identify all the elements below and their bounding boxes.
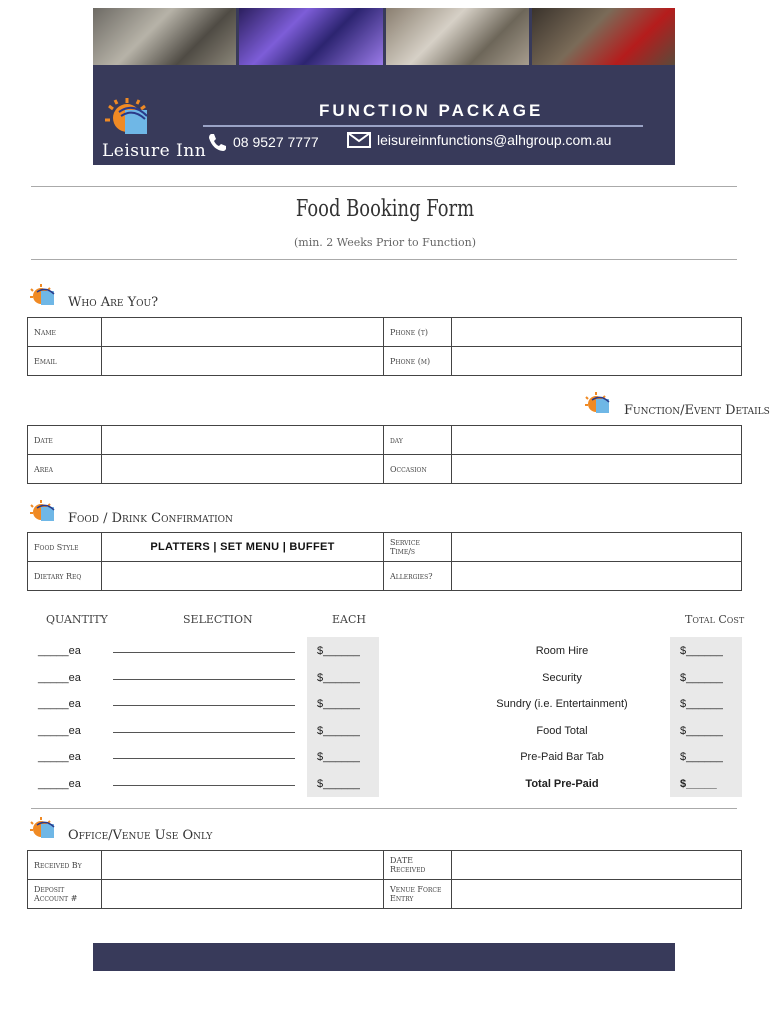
header-banner: [93, 8, 675, 165]
phone-m-field[interactable]: [452, 347, 742, 376]
cost-label: Pre-Paid Bar Tab: [520, 751, 604, 763]
selection-line[interactable]: [113, 732, 295, 733]
cost-label: Sundry (i.e. Entertainment): [496, 698, 628, 710]
title-underline: [203, 125, 643, 127]
venue-photo-outdoor: [93, 8, 236, 65]
area-field[interactable]: [102, 455, 384, 484]
food-table: [27, 532, 742, 591]
service-time-field[interactable]: [452, 533, 742, 562]
name-field[interactable]: [102, 318, 384, 347]
selection-line[interactable]: [113, 705, 295, 706]
package-title: FUNCTION PACKAGE: [319, 101, 544, 120]
venue-force-field[interactable]: [452, 880, 742, 909]
received-by-field[interactable]: [102, 851, 384, 880]
each-price-field[interactable]: $______: [307, 664, 379, 691]
cost-value-field[interactable]: $______: [670, 664, 742, 691]
divider: [31, 186, 737, 187]
allergies-label: Allergies?: [384, 562, 452, 591]
logo-text: Leisure Inn: [102, 141, 207, 161]
total-prepaid-field[interactable]: $_____: [670, 770, 742, 797]
dietary-field[interactable]: [102, 562, 384, 591]
received-by-label: Received By: [28, 851, 102, 880]
section-title-food: Food / Drink Confirmation: [68, 511, 233, 526]
contact-email: [347, 132, 611, 148]
venue-photo-terrace: [386, 8, 529, 65]
email-address[interactable]: leisureinnfunctions@alhgroup.com.au: [377, 132, 612, 148]
cost-value-field[interactable]: $______: [670, 743, 742, 770]
sun-section-icon: [30, 284, 56, 308]
selection-line[interactable]: [113, 758, 295, 759]
form-title: Food Booking Form: [295, 196, 475, 222]
phone-icon: [207, 132, 227, 152]
dietary-label: Dietary Req: [28, 562, 102, 591]
sun-section-icon: [30, 817, 56, 841]
venue-photo-strip: [93, 8, 675, 65]
quantity-field[interactable]: _____ea: [38, 645, 81, 657]
footer-bar: [93, 943, 675, 971]
venue-photo-bar-purple: [239, 8, 382, 65]
email-field[interactable]: [102, 347, 384, 376]
quantity-field[interactable]: _____ea: [38, 751, 81, 763]
leisure-inn-logo: [99, 96, 207, 161]
sun-logo-icon: [99, 96, 159, 142]
contact-phone: [207, 132, 319, 152]
selection-header: SELECTION: [183, 613, 253, 626]
quantity-field[interactable]: _____ea: [38, 725, 81, 737]
selection-line[interactable]: [113, 679, 295, 680]
form-subtitle: (min. 2 Weeks Prior to Function): [293, 236, 477, 249]
venue-force-label: Venue Force Entry: [384, 880, 452, 909]
phone-t-field[interactable]: [452, 318, 742, 347]
section-title-who: Who Are You?: [68, 295, 159, 310]
deposit-account-field[interactable]: [102, 880, 384, 909]
phone-m-label: Phone (m): [384, 347, 452, 376]
each-price-field[interactable]: $______: [307, 770, 379, 797]
cost-value-field[interactable]: $______: [670, 717, 742, 744]
service-time-label: Service Time/s: [384, 533, 452, 562]
each-price-field[interactable]: $______: [307, 637, 379, 664]
quantity-header: QUANTITY: [46, 613, 108, 626]
date-received-label: DATE Received: [384, 851, 452, 880]
cost-value-field[interactable]: $______: [670, 637, 742, 664]
food-style-label: Food Style: [28, 533, 102, 562]
date-received-field[interactable]: [452, 851, 742, 880]
cost-label: Room Hire: [535, 645, 589, 657]
cost-label: Food Total: [536, 725, 588, 737]
contact-table: [27, 317, 742, 376]
day-label: day: [384, 426, 452, 455]
deposit-account-label: Deposit Account #: [28, 880, 102, 909]
phone-number: 08 9527 7777: [233, 134, 319, 150]
each-header: EACH: [332, 613, 366, 626]
order-row: [0, 717, 770, 745]
allergies-field[interactable]: [452, 562, 742, 591]
section-title-office: Office/Venue Use Only: [68, 828, 213, 843]
phone-t-label: Phone (t): [384, 318, 452, 347]
quantity-field[interactable]: _____ea: [38, 698, 81, 710]
order-row: [0, 743, 770, 771]
section-title-event: Function/Event Details: [624, 403, 770, 418]
order-row: [0, 690, 770, 718]
divider: [31, 808, 737, 809]
date-label: Date: [28, 426, 102, 455]
sun-section-icon: [585, 392, 611, 416]
total-cost-header: Total Cost: [685, 613, 745, 626]
cost-label: Security: [542, 672, 582, 684]
name-label: Name: [28, 318, 102, 347]
occasion-field[interactable]: [452, 455, 742, 484]
occasion-label: Occasion: [384, 455, 452, 484]
office-table: [27, 850, 742, 909]
order-row: [0, 664, 770, 692]
date-field[interactable]: [102, 426, 384, 455]
order-row: [0, 770, 770, 798]
quantity-field[interactable]: _____ea: [38, 672, 81, 684]
event-table: [27, 425, 742, 484]
selection-line[interactable]: [113, 785, 295, 786]
food-style-options[interactable]: PLATTERS | SET MENU | BUFFET: [102, 533, 384, 562]
cost-value-field[interactable]: $______: [670, 690, 742, 717]
area-label: Area: [28, 455, 102, 484]
day-field[interactable]: [452, 426, 742, 455]
venue-photo-interior: [532, 8, 675, 65]
order-row: [0, 637, 770, 665]
total-prepaid-label: Total Pre-Paid: [525, 778, 599, 790]
each-price-field[interactable]: $______: [307, 717, 379, 744]
envelope-icon: [347, 132, 371, 148]
quantity-field[interactable]: _____ea: [38, 778, 81, 790]
email-label: Email: [28, 347, 102, 376]
each-price-field[interactable]: $______: [307, 690, 379, 717]
divider: [31, 259, 737, 260]
each-price-field[interactable]: $______: [307, 743, 379, 770]
selection-line[interactable]: [113, 652, 295, 653]
sun-section-icon: [30, 500, 56, 524]
